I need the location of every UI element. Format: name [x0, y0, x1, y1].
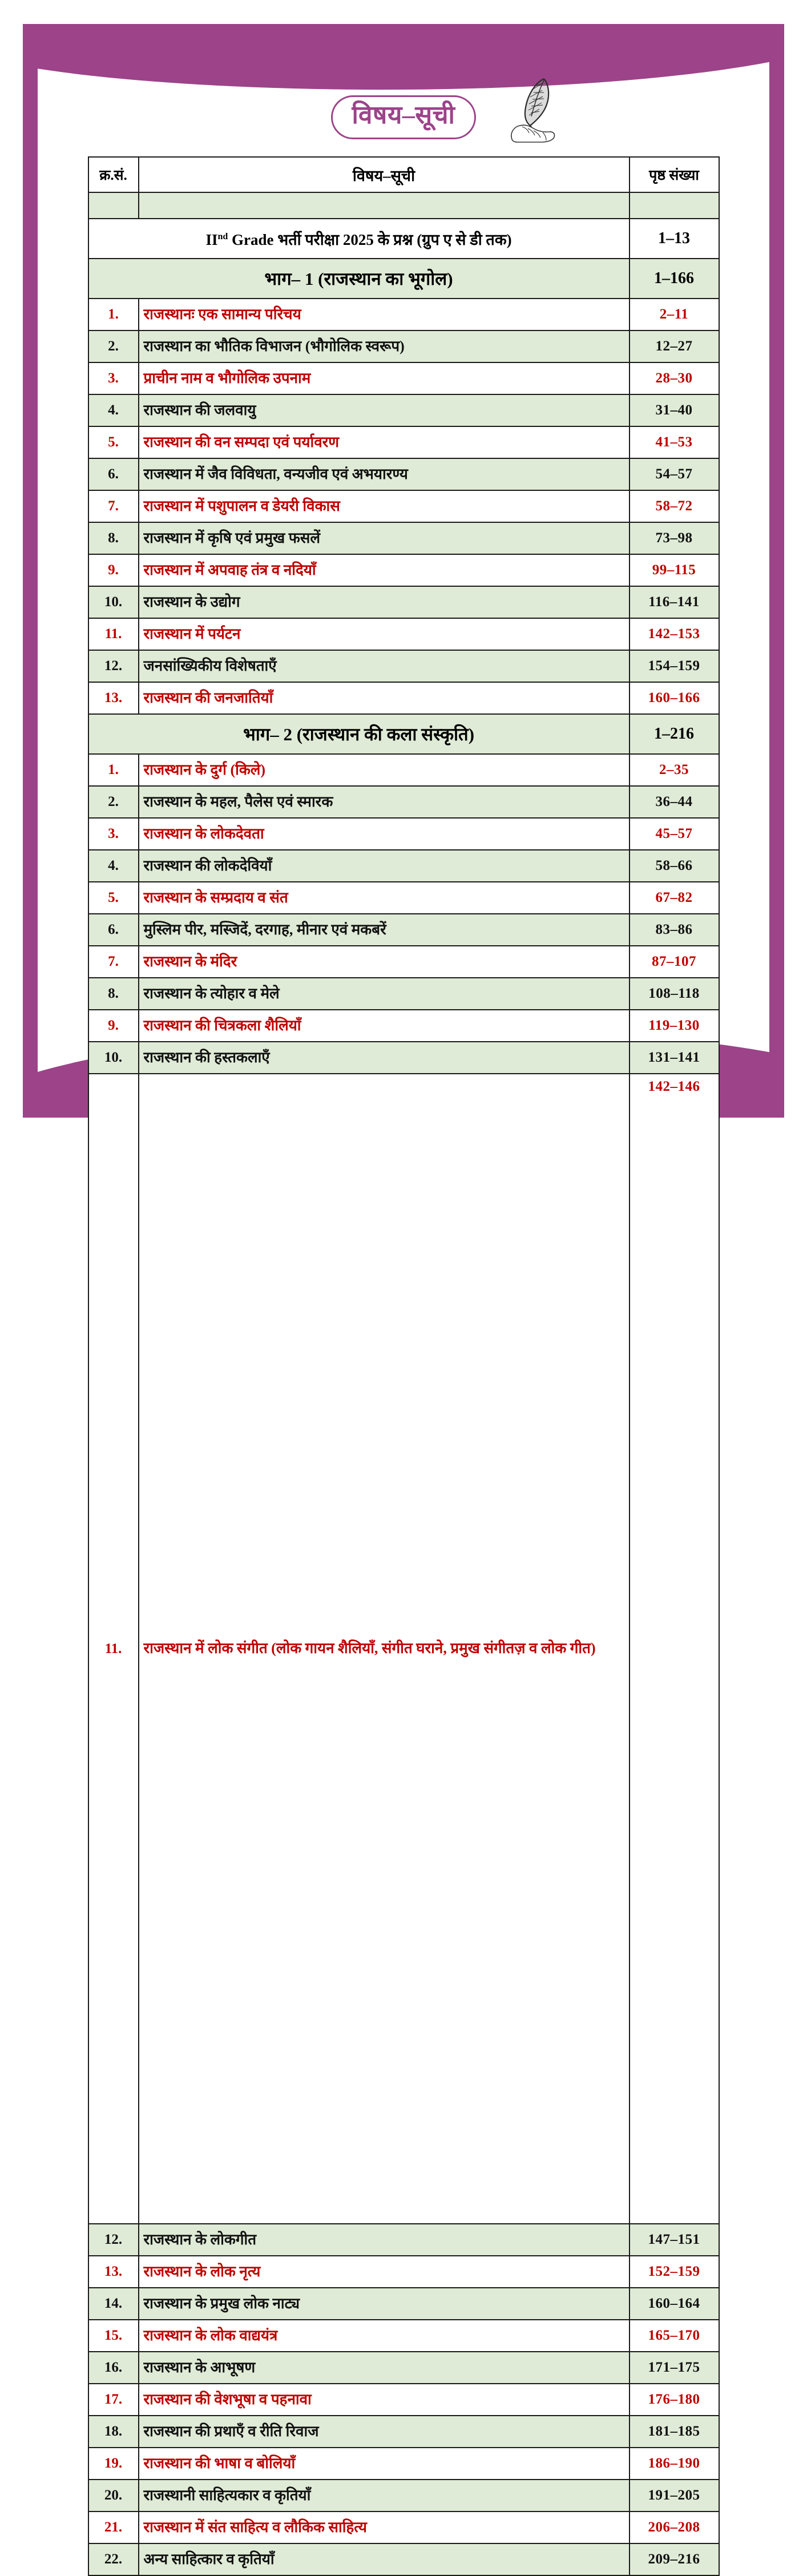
row-page: 119–130 [630, 1010, 719, 1042]
row-serial: 10. [88, 586, 139, 618]
table-row [88, 2384, 719, 2416]
exam-label-pre: II [205, 231, 218, 248]
table-row [88, 2320, 719, 2352]
row-topic: राजस्थान के आभूषण [139, 2352, 630, 2384]
table-row [88, 882, 719, 914]
row-serial: 5. [88, 426, 139, 458]
row-serial: 17. [88, 2384, 139, 2416]
row-serial: 8. [88, 978, 139, 1010]
row-topic: राजस्थान की लोकदेवियाँ [139, 850, 630, 882]
row-page: 176–180 [630, 2384, 719, 2416]
row-page: 36–44 [630, 786, 719, 818]
page-content [46, 86, 761, 2567]
frame-side-left [30, 31, 38, 1111]
column-header-page: पृष्ठ संख्या [630, 157, 719, 192]
row-topic: राजस्थान की जनजातियाँ [139, 682, 630, 714]
column-header-serial: क्र.सं. [88, 157, 139, 192]
row-topic: राजस्थान के लोकदेवता [139, 818, 630, 850]
spacer-cell [139, 192, 630, 219]
table-row [88, 2512, 719, 2543]
row-topic: अन्य साहित्कार व कृतियाँ [139, 2543, 630, 2575]
row-serial: 11. [88, 618, 139, 650]
row-page: 99–115 [630, 554, 719, 586]
row-topic: राजस्थान के उद्योग [139, 586, 630, 618]
row-topic: राजस्थान के प्रमुख लोक नाट्य [139, 2288, 630, 2320]
row-page: 165–170 [630, 2320, 719, 2352]
row-page: 171–175 [630, 2352, 719, 2384]
exam-row-label [88, 219, 630, 259]
row-serial: 18. [88, 2416, 139, 2448]
row-page: 58–66 [630, 850, 719, 882]
row-page: 28–30 [630, 362, 719, 394]
table-row [88, 2416, 719, 2448]
row-topic: राजस्थानी साहित्यकार व कृतियाँ [139, 2480, 630, 2512]
row-topic: राजस्थान के मंदिर [139, 946, 630, 978]
row-serial: 14. [88, 2288, 139, 2320]
exam-label-post: Grade भर्ती परीक्षा 2025 के प्रश्न (ग्रुप ए से डी तक) [228, 231, 512, 248]
row-serial: 2. [88, 786, 139, 818]
spacer-cell [630, 192, 719, 219]
row-topic: राजस्थान में संत साहित्य व लौकिक साहित्य [139, 2512, 630, 2543]
table-row [88, 618, 719, 650]
table-row [88, 1010, 719, 1042]
spacer-cell [88, 192, 139, 219]
row-serial: 7. [88, 490, 139, 522]
table-row [88, 394, 719, 426]
row-serial: 3. [88, 818, 139, 850]
row-topic: राजस्थान की प्रथाएँ व रीति रिवाज [139, 2416, 630, 2448]
row-page: 186–190 [630, 2448, 719, 2480]
row-page: 12–27 [630, 330, 719, 362]
row-serial: 6. [88, 458, 139, 490]
row-page: 54–57 [630, 458, 719, 490]
frame-side-right [769, 31, 777, 1111]
row-serial: 7. [88, 946, 139, 978]
row-page: 58–72 [630, 490, 719, 522]
table-row [88, 2480, 719, 2512]
row-topic: राजस्थान के सम्प्रदाय व संत [139, 882, 630, 914]
row-page: 160–166 [630, 682, 719, 714]
quill-pen-in-hand-icon [495, 75, 556, 143]
row-serial: 12. [88, 2224, 139, 2256]
row-serial: 9. [88, 554, 139, 586]
row-serial: 5. [88, 882, 139, 914]
exam-row [88, 219, 719, 259]
row-serial: 1. [88, 754, 139, 786]
table-row [88, 850, 719, 882]
table-row [88, 1042, 719, 1074]
row-page: 191–205 [630, 2480, 719, 2512]
table-row [88, 2224, 719, 2256]
row-serial: 20. [88, 2480, 139, 2512]
row-topic: राजस्थानः एक सामान्य परिचय [139, 299, 630, 330]
table-body [88, 192, 719, 2575]
spacer-row [88, 192, 719, 219]
exam-label-sup: nd [217, 231, 228, 241]
row-page: 154–159 [630, 650, 719, 682]
row-serial: 12. [88, 650, 139, 682]
table-row [88, 682, 719, 714]
table-row [88, 1074, 719, 2224]
table-row [88, 362, 719, 394]
table-row [88, 978, 719, 1010]
row-serial: 11. [88, 1074, 139, 2224]
row-topic: राजस्थान की चित्रकला शैलियाँ [139, 1010, 630, 1042]
row-page: 2–35 [630, 754, 719, 786]
exam-row-page: 1–13 [630, 219, 719, 259]
row-topic: राजस्थान के लोक वाद्ययंत्र [139, 2320, 630, 2352]
row-page: 73–98 [630, 522, 719, 554]
column-header-topic: विषय–सूची [139, 157, 630, 192]
row-topic: राजस्थान में कृषि एवं प्रमुख फसलें [139, 522, 630, 554]
row-serial: 4. [88, 394, 139, 426]
row-serial: 2. [88, 330, 139, 362]
table-row [88, 299, 719, 330]
row-page: 116–141 [630, 586, 719, 618]
table-row [88, 586, 719, 618]
row-serial: 15. [88, 2320, 139, 2352]
table-row [88, 330, 719, 362]
row-serial: 1. [88, 299, 139, 330]
table-row [88, 2543, 719, 2575]
page-title: विषय–सूची [331, 95, 477, 139]
page-header [46, 86, 761, 148]
row-page: 142–146 [630, 1074, 719, 2224]
row-serial: 3. [88, 362, 139, 394]
row-page: 131–141 [630, 1042, 719, 1074]
row-serial: 6. [88, 914, 139, 946]
row-topic: जनसांख्यिकीय विशेषताएँ [139, 650, 630, 682]
part-header-row [88, 259, 719, 299]
row-topic: राजस्थान में पशुपालन व डेयरी विकास [139, 490, 630, 522]
row-serial: 8. [88, 522, 139, 554]
row-topic: राजस्थान के लोक नृत्य [139, 2256, 630, 2288]
row-serial: 13. [88, 682, 139, 714]
table-row [88, 914, 719, 946]
row-topic: राजस्थान के महल, पैलेस एवं स्मारक [139, 786, 630, 818]
table-row [88, 490, 719, 522]
row-page: 108–118 [630, 978, 719, 1010]
row-topic: राजस्थान की भाषा व बोलियाँ [139, 2448, 630, 2480]
row-topic: राजस्थान में अपवाह तंत्र व नदियाँ [139, 554, 630, 586]
table-header-row [88, 157, 719, 192]
table-row [88, 818, 719, 850]
row-topic: राजस्थान में पर्यटन [139, 618, 630, 650]
row-serial: 13. [88, 2256, 139, 2288]
row-serial: 21. [88, 2512, 139, 2543]
row-page: 142–153 [630, 618, 719, 650]
table-row [88, 2352, 719, 2384]
row-page: 87–107 [630, 946, 719, 978]
row-topic: राजस्थान के दुर्ग (किले) [139, 754, 630, 786]
table-row [88, 2448, 719, 2480]
row-topic: राजस्थान में जैव विविधता, वन्यजीव एवं अभयारण्य [139, 458, 630, 490]
row-page: 160–164 [630, 2288, 719, 2320]
row-serial: 19. [88, 2448, 139, 2480]
row-page: 2–11 [630, 299, 719, 330]
table-row [88, 554, 719, 586]
row-page: 206–208 [630, 2512, 719, 2543]
row-topic: राजस्थान के त्योहार व मेले [139, 978, 630, 1010]
row-page: 67–82 [630, 882, 719, 914]
row-page: 181–185 [630, 2416, 719, 2448]
part-header-row [88, 714, 719, 754]
table-row [88, 522, 719, 554]
table-row [88, 754, 719, 786]
row-topic: राजस्थान के लोकगीत [139, 2224, 630, 2256]
table-of-contents [88, 156, 720, 2576]
row-serial: 16. [88, 2352, 139, 2384]
row-page: 83–86 [630, 914, 719, 946]
table-row [88, 426, 719, 458]
table-row [88, 2288, 719, 2320]
row-page: 209–216 [630, 2543, 719, 2575]
table-row [88, 650, 719, 682]
row-page: 152–159 [630, 2256, 719, 2288]
table-row [88, 786, 719, 818]
row-topic: प्राचीन नाम व भौगोलिक उपनाम [139, 362, 630, 394]
row-page: 45–57 [630, 818, 719, 850]
row-page: 147–151 [630, 2224, 719, 2256]
row-page: 41–53 [630, 426, 719, 458]
row-topic: राजस्थान की जलवायु [139, 394, 630, 426]
row-topic: राजस्थान की वेशभूषा व पहनावा [139, 2384, 630, 2416]
row-topic: राजस्थान की हस्तकलाएँ [139, 1042, 630, 1074]
row-serial: 9. [88, 1010, 139, 1042]
table-row [88, 458, 719, 490]
row-serial: 10. [88, 1042, 139, 1074]
table-row [88, 2256, 719, 2288]
row-serial: 4. [88, 850, 139, 882]
part-page-range: 1–166 [630, 259, 719, 299]
part-page-range: 1–216 [630, 714, 719, 754]
row-topic: मुस्लिम पीर, मस्जिदें, दरगाह, मीनार एवं मकबरें [139, 914, 630, 946]
table-row [88, 946, 719, 978]
row-page: 31–40 [630, 394, 719, 426]
part-title: भाग– 1 (राजस्थान का भूगोल) [88, 259, 630, 299]
part-title: भाग– 2 (राजस्थान की कला संस्कृति) [88, 714, 630, 754]
row-topic: राजस्थान की वन सम्पदा एवं पर्यावरण [139, 426, 630, 458]
row-topic: राजस्थान में लोक संगीत (लोक गायन शैलियाँ, संगीत घराने, प्रमुख संगीतज़ व लोक गीत) [139, 1074, 630, 2224]
row-serial: 22. [88, 2543, 139, 2575]
row-topic: राजस्थान का भौतिक विभाजन (भौगोलिक स्वरूप) [139, 330, 630, 362]
